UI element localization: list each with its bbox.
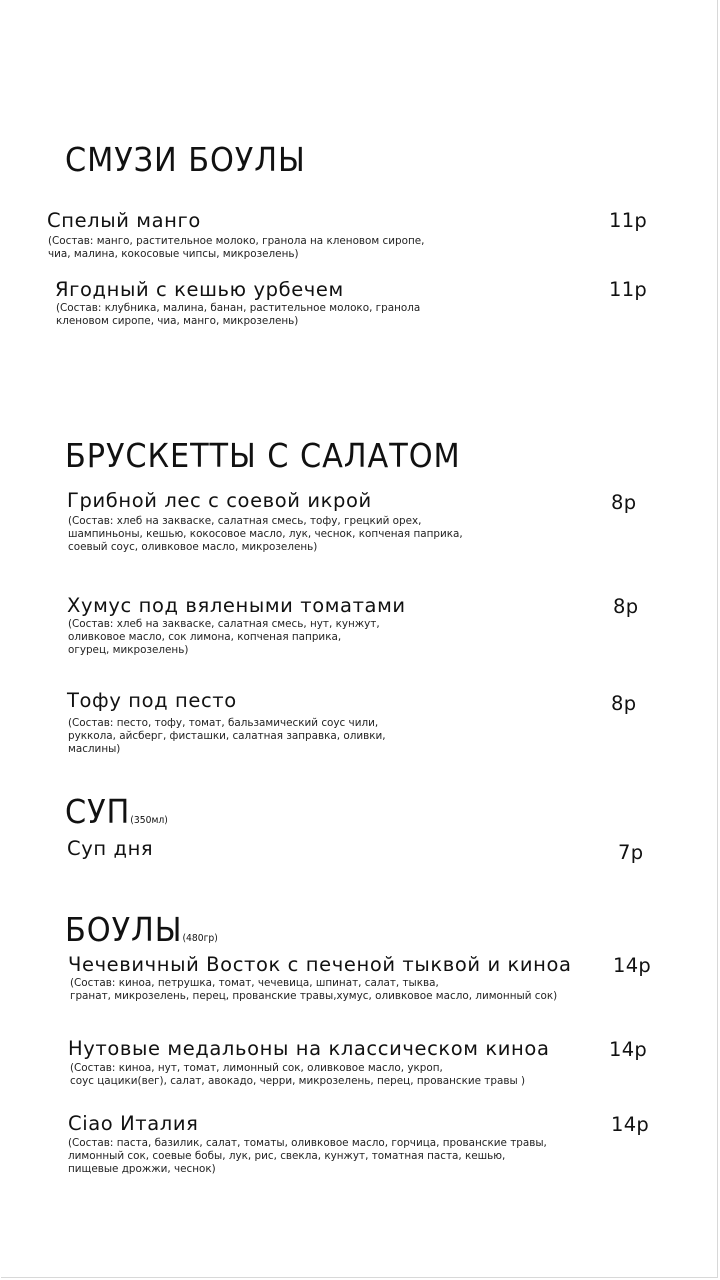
item-price: 11р <box>609 278 648 301</box>
item-price: 11р <box>609 209 648 232</box>
item-name: Ягодный с кешью урбечем <box>55 278 344 301</box>
item-price: 14р <box>611 1113 650 1136</box>
section-note: (350мл) <box>130 815 168 826</box>
item-price: 14р <box>613 954 652 977</box>
item-description: (Состав: клубника, малина, банан, растительное молоко, гранола кленовом сиропе, чиа, манго, микрозелень) <box>56 302 421 327</box>
item-description: (Состав: хлеб на закваске, салатная смесь, нут, кунжут, оливковое масло, сок лимона, копченая паприка, огурец, микрозелень) <box>68 618 380 656</box>
item-price: 8р <box>611 692 637 715</box>
item-name: Спелый манго <box>47 209 201 232</box>
item-name: Грибной лес с соевой икрой <box>67 489 372 512</box>
item-description: (Состав: хлеб на закваске, салатная смесь, тофу, грецкий орех, шампиньоны, кешью, кокосовое масло, лук, чеснок, копченая паприка, соевый соус, оливковое масло, микрозелень) <box>68 515 463 553</box>
section-title-smoothie-bowls: СМУЗИ БОУЛЫ <box>65 140 306 179</box>
item-price: 7р <box>618 841 644 864</box>
item-name: Тофу под песто <box>67 689 237 712</box>
item-name: Суп дня <box>67 837 154 860</box>
item-name: Хумус под вялеными томатами <box>67 594 406 617</box>
section-title-bruschetta: БРУСКЕТТЫ С САЛАТОМ <box>65 436 461 475</box>
item-description: (Состав: киноа, нут, томат, лимонный сок, оливковое масло, укроп, соус цацики(вег), салат, авокадо, черри, микрозелень, перец, прованские травы ) <box>70 1062 526 1087</box>
item-name: Нутовые медальоны на классическом киноа <box>68 1037 550 1060</box>
item-description: (Состав: паста, базилик, салат, томаты, оливковое масло, горчица, прованские травы, лимонный сок, соевые бобы, лук, рис, свекла, кунжут, томатная паста, кешью, пищевые дрожжи, чеснок) <box>68 1137 547 1175</box>
item-name: Чечевичный Восток с печеной тыквой и киноа <box>68 953 572 976</box>
section-note: (480гр) <box>182 933 218 944</box>
item-description: (Состав: киноа, петрушка, томат, чечевица, шпинат, салат, тыква, гранат, микрозелень, перец, прованские травы,хумус, оливковое масло, лимонный сок) <box>70 977 558 1002</box>
section-title-bowls: БОУЛЫ(480гр) <box>65 910 218 949</box>
item-price: 14р <box>609 1038 648 1061</box>
item-description: (Состав: песто, тофу, томат, бальзамический соус чили, руккола, айсберг, фисташки, салатная заправка, оливки, маслины) <box>68 717 386 755</box>
menu-page <box>1 0 718 1278</box>
section-title-soup: СУП(350мл) <box>65 792 168 831</box>
item-price: 8р <box>613 595 639 618</box>
item-name: Ciao Италия <box>68 1112 199 1135</box>
item-price: 8р <box>611 491 637 514</box>
item-description: (Состав: манго, растительное молоко, гранола на кленовом сиропе, чиа, малина, кокосовые чипсы, микрозелень) <box>48 235 425 260</box>
